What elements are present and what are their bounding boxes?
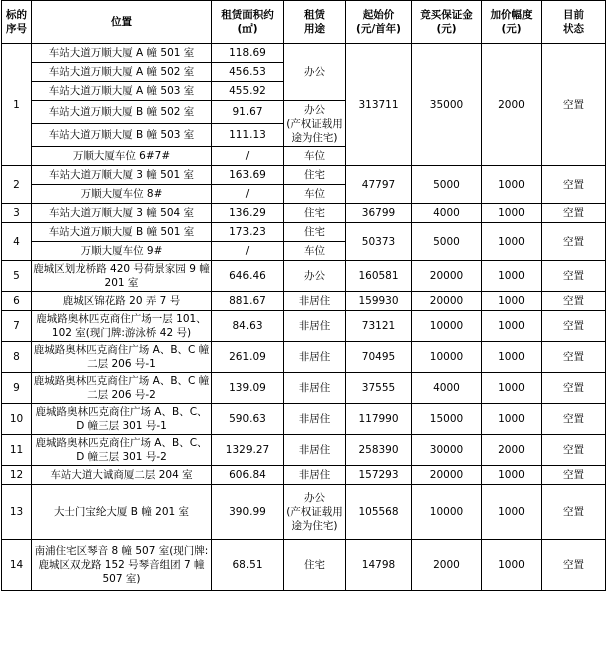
cell-area: 118.69 xyxy=(212,44,284,63)
cell-location: 车站大道万顺大厦 A 幢 503 室 xyxy=(32,82,212,101)
cell-use: 办公 xyxy=(284,44,346,101)
cell-location: 万顺大厦车位 6#7# xyxy=(32,147,212,166)
cell-start-price: 159930 xyxy=(346,292,412,311)
cell-area: / xyxy=(212,185,284,204)
cell-location: 车站大道万顺大厦 3 幢 504 室 xyxy=(32,204,212,223)
cell-increment: 1000 xyxy=(482,342,542,373)
cell-increment: 1000 xyxy=(482,466,542,485)
cell-use: 非居住 xyxy=(284,373,346,404)
header-area: 租赁面积约 (㎡) xyxy=(212,1,284,44)
header-start-price: 起始价 (元/首年) xyxy=(346,1,412,44)
cell-area: 173.23 xyxy=(212,223,284,242)
cell-area: 1329.27 xyxy=(212,435,284,466)
cell-location: 鹿城路奥林匹克商住广场 A、B、C、D 幢三层 301 号-1 xyxy=(32,404,212,435)
table-row xyxy=(2,373,606,404)
cell-location: 南浦住宅区琴音 8 幢 507 室(现门牌:鹿城区双龙路 152 号琴音组团 7 幢 507 室) xyxy=(32,540,212,591)
cell-use: 住宅 xyxy=(284,166,346,185)
cell-start-price: 73121 xyxy=(346,311,412,342)
cell-deposit: 20000 xyxy=(412,261,482,292)
cell-use: 非居住 xyxy=(284,435,346,466)
cell-status: 空置 xyxy=(542,342,606,373)
cell-area: 163.69 xyxy=(212,166,284,185)
header-row xyxy=(2,1,606,44)
cell-status: 空置 xyxy=(542,311,606,342)
cell-status: 空置 xyxy=(542,540,606,591)
cell-deposit: 4000 xyxy=(412,373,482,404)
cell-location: 车站大道大诚商厦二层 204 室 xyxy=(32,466,212,485)
table-row xyxy=(2,204,606,223)
cell-status: 空置 xyxy=(542,466,606,485)
table-row xyxy=(2,342,606,373)
header-use: 租赁 用途 xyxy=(284,1,346,44)
cell-start-price: 36799 xyxy=(346,204,412,223)
cell-location: 车站大道万顺大厦 A 幢 501 室 xyxy=(32,44,212,63)
cell-area: 456.53 xyxy=(212,63,284,82)
cell-increment: 1000 xyxy=(482,540,542,591)
cell-use: 非居住 xyxy=(284,342,346,373)
cell-deposit: 2000 xyxy=(412,540,482,591)
cell-area: 455.92 xyxy=(212,82,284,101)
cell-status: 空置 xyxy=(542,373,606,404)
cell-area: 390.99 xyxy=(212,485,284,540)
header-increment: 加价幅度 (元) xyxy=(482,1,542,44)
cell-use: 车位 xyxy=(284,242,346,261)
cell-start-price: 313711 xyxy=(346,44,412,166)
lease-table xyxy=(1,0,606,591)
cell-use: 住宅 xyxy=(284,204,346,223)
cell-lot-no: 7 xyxy=(2,311,32,342)
cell-start-price: 160581 xyxy=(346,261,412,292)
cell-use: 非居住 xyxy=(284,311,346,342)
cell-area: 84.63 xyxy=(212,311,284,342)
cell-area: / xyxy=(212,242,284,261)
cell-lot-no: 10 xyxy=(2,404,32,435)
cell-use: 非居住 xyxy=(284,292,346,311)
cell-increment: 1000 xyxy=(482,261,542,292)
cell-deposit: 15000 xyxy=(412,404,482,435)
cell-area: 91.67 xyxy=(212,101,284,124)
cell-location: 车站大道万顺大厦 B 幢 502 室 xyxy=(32,101,212,124)
cell-deposit: 10000 xyxy=(412,311,482,342)
table-row xyxy=(2,311,606,342)
cell-deposit: 10000 xyxy=(412,342,482,373)
cell-deposit: 20000 xyxy=(412,466,482,485)
cell-status: 空置 xyxy=(542,204,606,223)
cell-deposit: 5000 xyxy=(412,223,482,261)
cell-deposit: 5000 xyxy=(412,166,482,204)
table-row xyxy=(2,223,606,242)
cell-increment: 1000 xyxy=(482,404,542,435)
cell-area: 590.63 xyxy=(212,404,284,435)
cell-location: 鹿城路奥林匹克商住广场 A、B、C 幢二层 206 号-1 xyxy=(32,342,212,373)
cell-start-price: 37555 xyxy=(346,373,412,404)
cell-start-price: 105568 xyxy=(346,485,412,540)
cell-lot-no: 3 xyxy=(2,204,32,223)
cell-area: 111.13 xyxy=(212,124,284,147)
cell-status: 空置 xyxy=(542,261,606,292)
header-status: 目前 状态 xyxy=(542,1,606,44)
cell-start-price: 47797 xyxy=(346,166,412,204)
cell-lot-no: 9 xyxy=(2,373,32,404)
cell-lot-no: 6 xyxy=(2,292,32,311)
table-row xyxy=(2,166,606,185)
cell-location: 鹿城路奥林匹克商住广场一层 101、102 室(现门牌:游泳桥 42 号) xyxy=(32,311,212,342)
table-row xyxy=(2,292,606,311)
cell-status: 空置 xyxy=(542,166,606,204)
cell-start-price: 117990 xyxy=(346,404,412,435)
cell-increment: 1000 xyxy=(482,311,542,342)
cell-use: 非居住 xyxy=(284,466,346,485)
cell-lot-no: 14 xyxy=(2,540,32,591)
cell-start-price: 70495 xyxy=(346,342,412,373)
cell-location: 车站大道万顺大厦 3 幢 501 室 xyxy=(32,166,212,185)
cell-lot-no: 8 xyxy=(2,342,32,373)
cell-use: 非居住 xyxy=(284,404,346,435)
header-location: 位置 xyxy=(32,1,212,44)
cell-area: / xyxy=(212,147,284,166)
cell-increment: 1000 xyxy=(482,485,542,540)
cell-area: 136.29 xyxy=(212,204,284,223)
cell-lot-no: 5 xyxy=(2,261,32,292)
cell-location: 鹿城路奥林匹克商住广场 A、B、C 幢二层 206 号-2 xyxy=(32,373,212,404)
cell-lot-no: 2 xyxy=(2,166,32,204)
cell-area: 881.67 xyxy=(212,292,284,311)
cell-increment: 2000 xyxy=(482,44,542,166)
table-row xyxy=(2,404,606,435)
cell-start-price: 157293 xyxy=(346,466,412,485)
cell-area: 139.09 xyxy=(212,373,284,404)
cell-start-price: 14798 xyxy=(346,540,412,591)
cell-location: 车站大道万顺大厦 A 幢 502 室 xyxy=(32,63,212,82)
header-deposit: 竞买保证金 (元) xyxy=(412,1,482,44)
cell-start-price: 50373 xyxy=(346,223,412,261)
table-row xyxy=(2,485,606,540)
table-row xyxy=(2,540,606,591)
cell-increment: 2000 xyxy=(482,435,542,466)
cell-use: 办公 (产权证载用 途为住宅) xyxy=(284,485,346,540)
cell-deposit: 4000 xyxy=(412,204,482,223)
cell-area: 646.46 xyxy=(212,261,284,292)
cell-status: 空置 xyxy=(542,404,606,435)
cell-deposit: 30000 xyxy=(412,435,482,466)
cell-location: 大士门宝纶大厦 B 幢 201 室 xyxy=(32,485,212,540)
cell-increment: 1000 xyxy=(482,166,542,204)
cell-use: 办公 xyxy=(284,261,346,292)
cell-increment: 1000 xyxy=(482,373,542,404)
cell-use: 车位 xyxy=(284,185,346,204)
cell-use: 车位 xyxy=(284,147,346,166)
table-row xyxy=(2,435,606,466)
cell-location: 鹿城区锦花路 20 弄 7 号 xyxy=(32,292,212,311)
cell-location: 车站大道万顺大厦 B 幢 503 室 xyxy=(32,124,212,147)
cell-area: 261.09 xyxy=(212,342,284,373)
cell-location: 车站大道万顺大厦 B 幢 501 室 xyxy=(32,223,212,242)
cell-status: 空置 xyxy=(542,485,606,540)
cell-area: 68.51 xyxy=(212,540,284,591)
cell-location: 万顺大厦车位 9# xyxy=(32,242,212,261)
cell-lot-no: 13 xyxy=(2,485,32,540)
cell-location: 鹿城路奥林匹克商住广场 A、B、C、D 幢三层 301 号-2 xyxy=(32,435,212,466)
cell-status: 空置 xyxy=(542,44,606,166)
table-row xyxy=(2,466,606,485)
cell-lot-no: 11 xyxy=(2,435,32,466)
table-row xyxy=(2,261,606,292)
cell-deposit: 10000 xyxy=(412,485,482,540)
cell-status: 空置 xyxy=(542,292,606,311)
cell-status: 空置 xyxy=(542,435,606,466)
cell-start-price: 258390 xyxy=(346,435,412,466)
cell-use: 住宅 xyxy=(284,540,346,591)
cell-increment: 1000 xyxy=(482,292,542,311)
table-row xyxy=(2,44,606,63)
cell-increment: 1000 xyxy=(482,223,542,261)
cell-location: 鹿城区划龙桥路 420 号荷景家园 9 幢 201 室 xyxy=(32,261,212,292)
cell-increment: 1000 xyxy=(482,204,542,223)
header-lot-no: 标的 序号 xyxy=(2,1,32,44)
cell-lot-no: 12 xyxy=(2,466,32,485)
cell-deposit: 35000 xyxy=(412,44,482,166)
cell-lot-no: 4 xyxy=(2,223,32,261)
cell-location: 万顺大厦车位 8# xyxy=(32,185,212,204)
cell-use: 住宅 xyxy=(284,223,346,242)
cell-deposit: 20000 xyxy=(412,292,482,311)
cell-area: 606.84 xyxy=(212,466,284,485)
cell-status: 空置 xyxy=(542,223,606,261)
cell-lot-no: 1 xyxy=(2,44,32,166)
cell-use: 办公 (产权证载用 途为住宅) xyxy=(284,101,346,147)
